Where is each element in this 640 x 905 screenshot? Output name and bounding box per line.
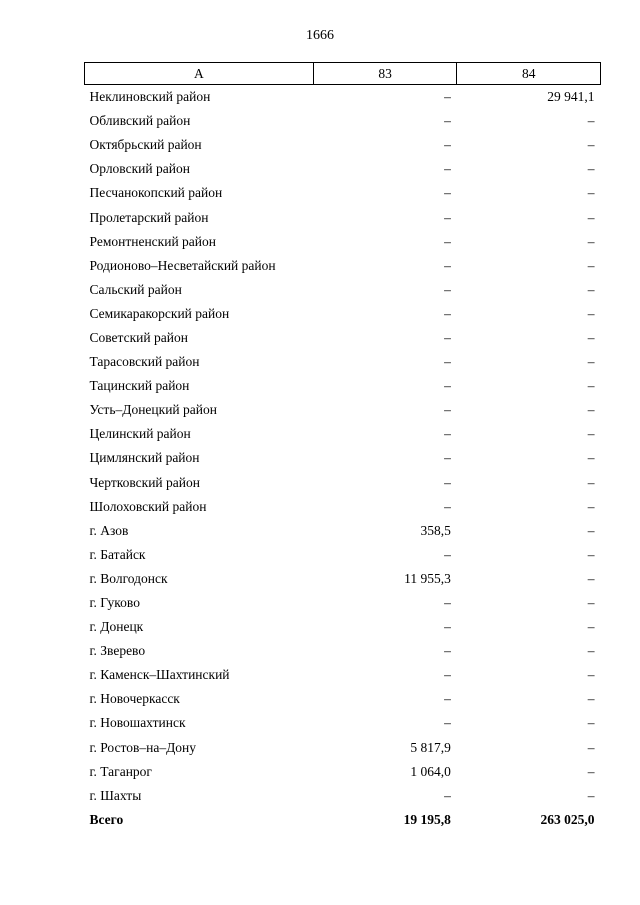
row-value-83: –: [444, 89, 451, 105]
row-value-84: –: [587, 667, 595, 683]
row-value-83: –: [444, 402, 451, 418]
table-row: [85, 205, 601, 229]
row-name: Цимлянский район: [89, 450, 200, 466]
row-value-83: –: [444, 450, 451, 466]
row-name: Сальский район: [89, 281, 182, 297]
header-col-83: 83: [313, 63, 457, 85]
row-value-84: –: [587, 329, 595, 345]
table-row: [85, 157, 601, 181]
row-name: Целинский район: [89, 426, 191, 442]
row-name: Октябрьский район: [89, 137, 202, 153]
total-row: [85, 808, 601, 832]
row-value-83: –: [444, 257, 451, 273]
page-number: 1666: [306, 28, 334, 43]
row-name: Семикаракорский район: [89, 305, 230, 321]
row-value-83: 1 064,0: [410, 763, 451, 779]
row-name: Ремонтненский район: [89, 233, 216, 249]
row-value-84: –: [587, 354, 595, 370]
row-value-84: 29 941,1: [547, 89, 595, 105]
table-row: [85, 663, 601, 687]
table-row: [85, 85, 601, 110]
row-value-84: –: [587, 715, 595, 731]
table-row: [85, 615, 601, 639]
total-value-84: 263 025,0: [540, 811, 595, 827]
row-value-83: –: [444, 378, 451, 394]
header-col-a: А: [85, 63, 314, 85]
table-row: [85, 567, 601, 591]
table-row: [85, 736, 601, 760]
table-row: [85, 495, 601, 519]
table-row: [85, 543, 601, 567]
row-name: г. Зверево: [89, 643, 146, 659]
row-name: г. Батайск: [89, 546, 146, 562]
row-value-84: –: [587, 378, 595, 394]
table-row: [85, 109, 601, 133]
row-value-83: –: [444, 113, 451, 129]
row-value-83: –: [444, 305, 451, 321]
table-row: [85, 591, 601, 615]
total-label: Всего: [89, 811, 124, 827]
row-value-83: –: [444, 474, 451, 490]
row-value-83: –: [444, 787, 451, 803]
table-row: [85, 181, 601, 205]
row-name: Песчанокопский район: [89, 185, 223, 201]
row-value-83: –: [444, 595, 451, 611]
row-value-83: –: [444, 619, 451, 635]
row-value-83: –: [444, 209, 451, 225]
row-name: г. Новошахтинск: [89, 715, 186, 731]
row-value-84: –: [587, 498, 595, 514]
row-name: Чертковский район: [89, 474, 200, 490]
row-value-83: –: [444, 667, 451, 683]
row-value-83: –: [444, 354, 451, 370]
table-body: [85, 85, 601, 832]
row-value-83: –: [444, 329, 451, 345]
row-name: Обливский район: [89, 113, 191, 129]
row-name: г. Азов: [89, 522, 129, 538]
row-value-84: –: [587, 185, 595, 201]
row-name: г. Каменск–Шахтинский: [89, 667, 230, 683]
row-value-84: –: [587, 305, 595, 321]
table-row: [85, 374, 601, 398]
row-value-83: –: [444, 137, 451, 153]
data-table: [84, 62, 601, 832]
table-row: [85, 254, 601, 278]
row-value-83: –: [444, 161, 451, 177]
row-value-84: –: [587, 619, 595, 635]
row-value-84: –: [587, 739, 595, 755]
row-value-83: –: [444, 498, 451, 514]
row-name: Неклиновский район: [89, 89, 211, 105]
table-row: [85, 422, 601, 446]
row-name: Тацинский район: [89, 378, 190, 394]
row-name: Пролетарский район: [89, 209, 209, 225]
table-row: [85, 350, 601, 374]
row-value-83: –: [444, 715, 451, 731]
table-row: [85, 784, 601, 808]
table-row: [85, 326, 601, 350]
row-value-84: –: [587, 522, 595, 538]
table-row: [85, 711, 601, 735]
row-value-84: –: [587, 161, 595, 177]
row-name: г. Гуково: [89, 595, 140, 611]
row-value-84: –: [587, 595, 595, 611]
table-row: [85, 398, 601, 422]
row-value-84: –: [587, 691, 595, 707]
row-value-84: –: [587, 426, 595, 442]
table-row: [85, 302, 601, 326]
row-name: Шолоховский район: [89, 498, 207, 514]
row-value-83: –: [444, 185, 451, 201]
row-name: Усть–Донецкий район: [89, 402, 217, 418]
table-row: [85, 446, 601, 470]
row-value-84: –: [587, 546, 595, 562]
table-row: [85, 639, 601, 663]
row-name: Орловский район: [89, 161, 190, 177]
row-name: г. Новочеркасск: [89, 691, 180, 707]
row-value-83: –: [444, 281, 451, 297]
row-value-84: –: [587, 257, 595, 273]
row-value-84: –: [587, 402, 595, 418]
table-row: [85, 760, 601, 784]
header-col-84: 84: [457, 63, 601, 85]
row-value-84: –: [587, 474, 595, 490]
row-value-83: 5 817,9: [410, 739, 451, 755]
row-value-84: –: [587, 209, 595, 225]
row-value-84: –: [587, 137, 595, 153]
table-row: [85, 133, 601, 157]
row-name: г. Волгодонск: [89, 570, 168, 586]
row-name: Тарасовский район: [89, 354, 200, 370]
row-value-83: –: [444, 691, 451, 707]
table-row: [85, 230, 601, 254]
row-name: г. Шахты: [89, 787, 142, 803]
row-value-83: –: [444, 233, 451, 249]
header-row: [85, 63, 601, 85]
table-row: [85, 471, 601, 495]
row-value-84: –: [587, 570, 595, 586]
row-value-84: –: [587, 787, 595, 803]
row-value-84: –: [587, 233, 595, 249]
row-value-83: –: [444, 426, 451, 442]
row-value-83: –: [444, 546, 451, 562]
row-value-84: –: [587, 113, 595, 129]
row-name: г. Ростов–на–Дону: [89, 739, 197, 755]
row-name: г. Таганрог: [89, 763, 152, 779]
total-value-83: 19 195,8: [403, 811, 451, 827]
row-value-83: 11 955,3: [404, 570, 451, 586]
table-row: [85, 519, 601, 543]
row-value-84: –: [587, 763, 595, 779]
row-name: г. Донецк: [89, 619, 144, 635]
row-name: Родионово–Несветайский район: [89, 257, 276, 273]
row-value-84: –: [587, 281, 595, 297]
row-value-83: 358,5: [420, 522, 451, 538]
row-name: Советский район: [89, 329, 188, 345]
row-value-83: –: [444, 643, 451, 659]
row-value-84: –: [587, 643, 595, 659]
table-header: [85, 63, 601, 85]
table-row: [85, 278, 601, 302]
row-value-84: –: [587, 450, 595, 466]
table-row: [85, 687, 601, 711]
